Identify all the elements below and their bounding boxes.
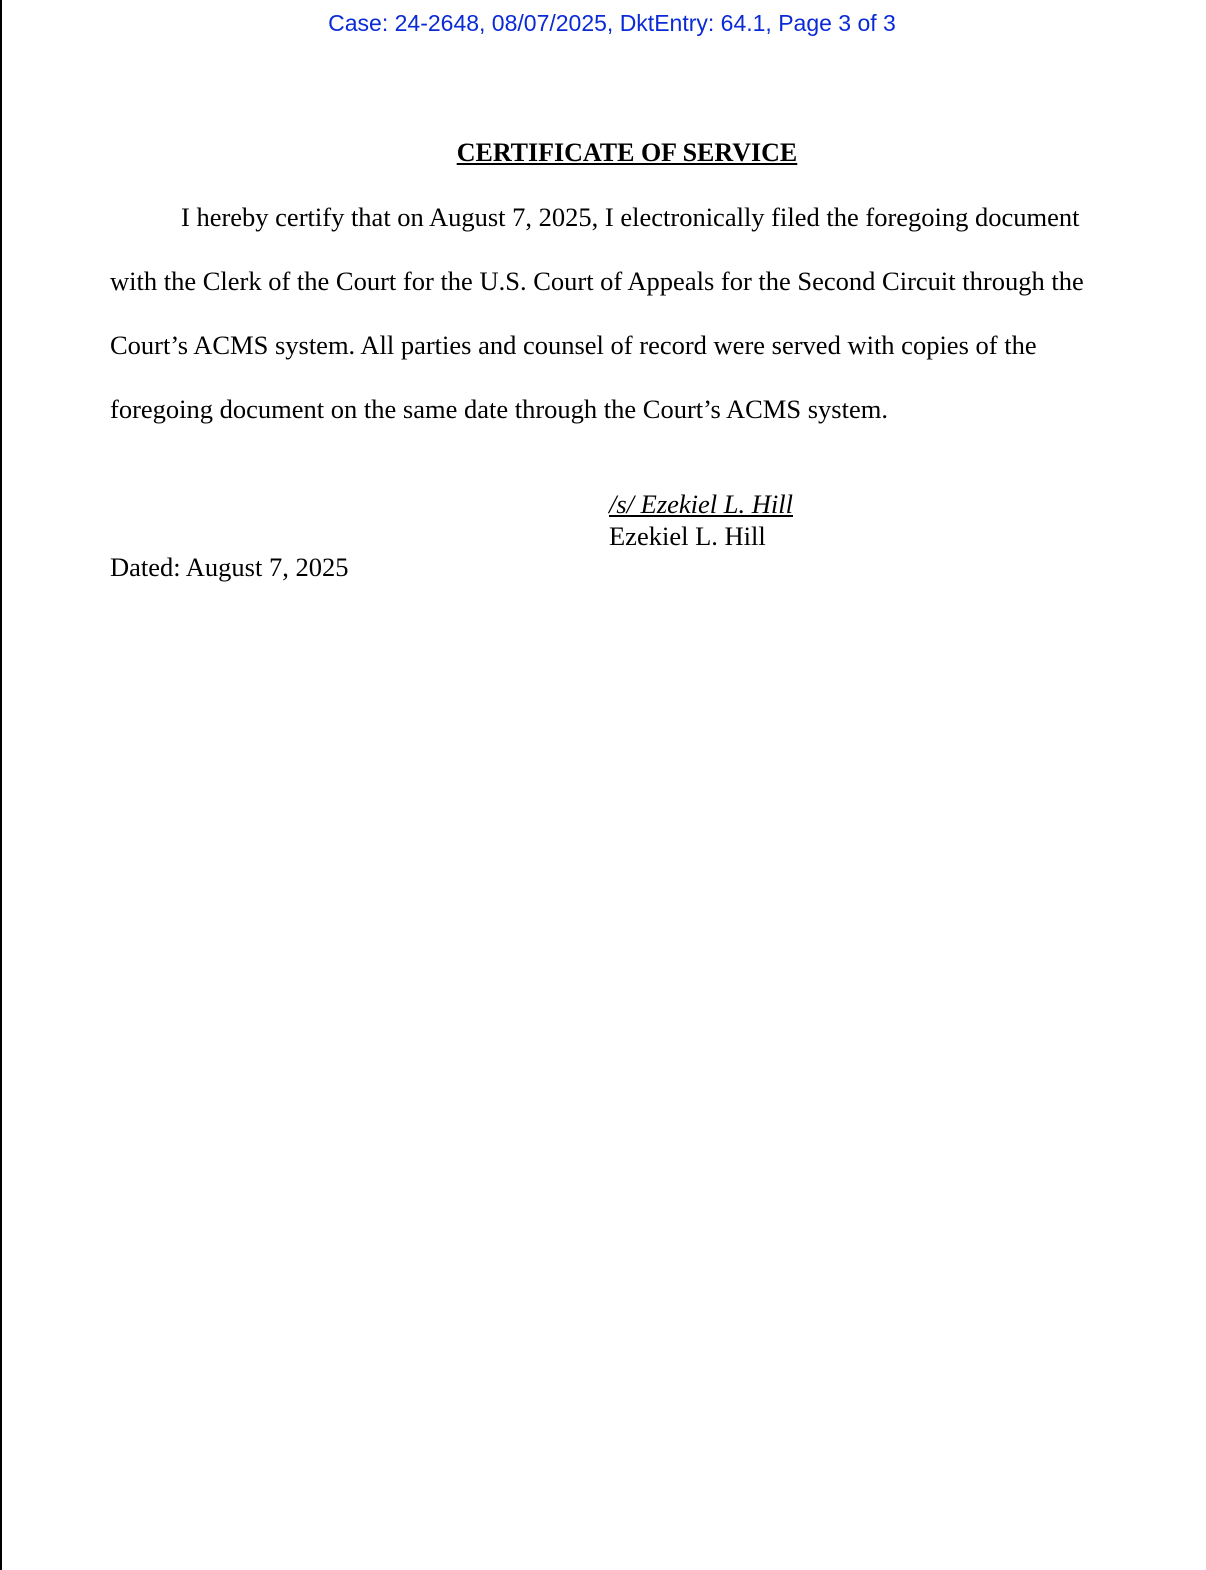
certification-text-line-4: foregoing document on the same date through the Court’s ACMS system. bbox=[110, 394, 888, 424]
dated-line: Dated: August 7, 2025 bbox=[110, 552, 349, 582]
electronic-signature: /s/ Ezekiel L. Hill bbox=[609, 489, 794, 519]
certification-text-line-1: I hereby certify that on August 7, 2025, I electronically filed the foregoing document bbox=[181, 202, 1080, 232]
case-header-stamp: Case: 24-2648, 08/07/2025, DktEntry: 64.1, Page 3 of 3 bbox=[328, 10, 896, 36]
certification-text-line-2: with the Clerk of the Court for the U.S. Court of Appeals for the Second Circuit through the bbox=[110, 266, 1084, 296]
document-title: CERTIFICATE OF SERVICE bbox=[456, 138, 798, 167]
signature-block bbox=[609, 488, 793, 552]
signer-name: Ezekiel L. Hill bbox=[609, 521, 766, 551]
certification-text-line-3: Court’s ACMS system. All parties and counsel of record were served with copies of the bbox=[110, 330, 1037, 360]
